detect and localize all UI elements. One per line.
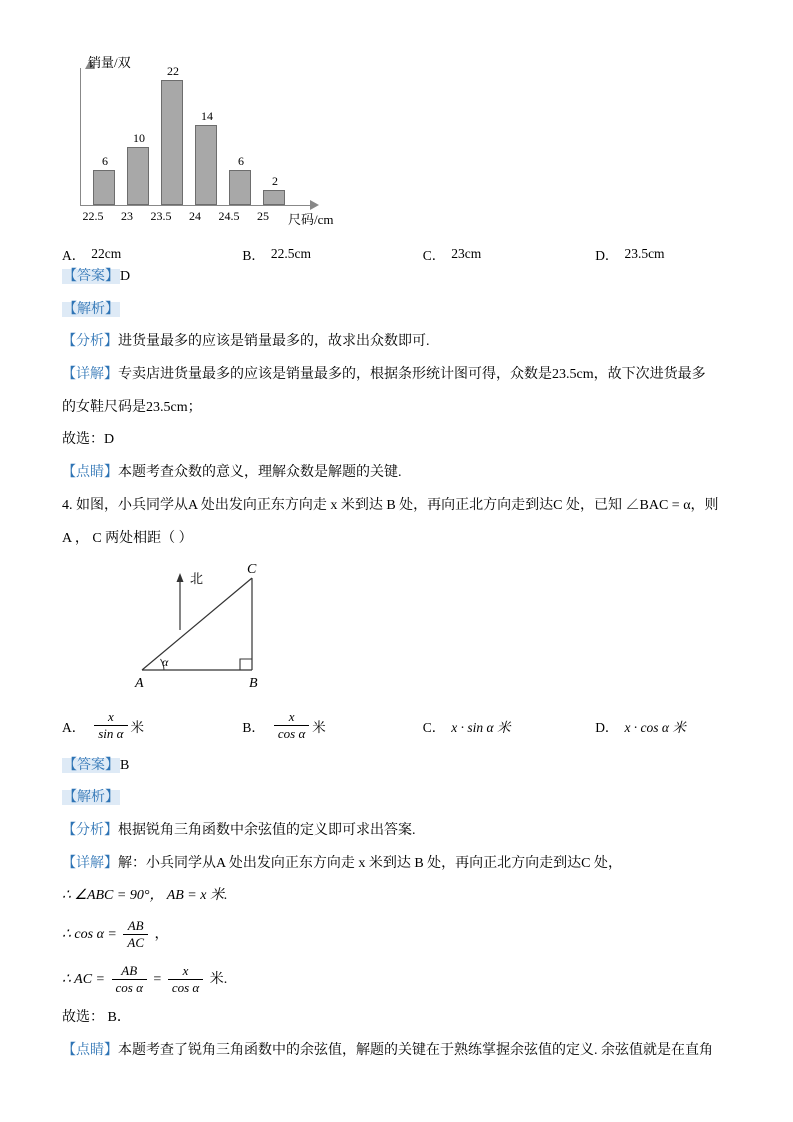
q4-step-3-prefix: ∴ AC = xyxy=(62,971,105,987)
q3-option-d-text: 23.5cm xyxy=(624,246,665,261)
q4-step-3-unit: 米. xyxy=(209,971,228,987)
q4-option-a-numerator: x xyxy=(94,709,127,726)
q3-detail-tag: 【详解】 xyxy=(62,367,118,383)
q3-choose-line xyxy=(62,429,743,451)
q3-analysis-text: 进货量最多的应该是销量最多的，故求出众数即可. xyxy=(118,334,430,350)
q4-step-3-denominator-1: cos α xyxy=(115,979,143,995)
q4-option-d-text: x · cos α 米 xyxy=(624,719,686,735)
q4-step-1-text: ∴ ∠ABC = 90°， AB = x 米. xyxy=(62,888,228,904)
q4-choose-line xyxy=(62,1007,743,1029)
q4-option-b-numerator: x xyxy=(274,709,309,726)
q4-stem-line-2 xyxy=(62,528,743,550)
q4-analysis-tag: 【分析】 xyxy=(62,823,118,839)
q3-option-b-text: 22.5cm xyxy=(270,246,311,261)
bar-value-5: 2 xyxy=(272,174,278,188)
q4-step-2-suffix: ， xyxy=(154,927,169,943)
q3-answer-value: D xyxy=(120,269,131,284)
north-label: 北 xyxy=(190,571,204,587)
q4-stem-text-2: A ， C 两处相距（ ） xyxy=(62,530,193,546)
bar-value-4: 6 xyxy=(238,154,244,168)
q3-option-d-label: D． xyxy=(595,248,619,263)
q4-step-2-denominator: AC xyxy=(127,935,144,951)
bar-3 xyxy=(195,109,217,205)
q3-detail-line-2 xyxy=(62,397,743,419)
q4-step-3-numerator-2: x xyxy=(168,963,203,980)
x-tick-2: 23.5 xyxy=(150,209,172,223)
q4-stem-line-1 xyxy=(62,495,743,517)
q4-step-2-prefix: ∴ cos α = xyxy=(62,927,117,943)
q4-option-b-fraction xyxy=(274,709,309,743)
bar-5 xyxy=(263,174,285,205)
bar-value-2: 22 xyxy=(167,64,179,78)
q4-option-a-label: A． xyxy=(62,719,86,735)
q4-option-b-denominator: cos α xyxy=(277,726,306,742)
x-tick-1: 23 xyxy=(121,209,133,223)
q3-option-c-label: C． xyxy=(422,248,446,263)
bar-2 xyxy=(161,64,183,205)
bar-0 xyxy=(93,154,115,205)
q3-choose-text: 故选：D xyxy=(62,432,115,448)
bar-value-1: 10 xyxy=(133,131,145,145)
q3-detail-line-1 xyxy=(62,364,743,386)
q4-number: 4. xyxy=(62,497,73,513)
angle-label-alpha: α xyxy=(162,655,169,670)
q4-step-2-fraction xyxy=(123,918,148,952)
q3-point-line xyxy=(62,462,743,484)
q3-option-c[interactable] xyxy=(423,244,595,264)
x-axis-label: 尺码/cm xyxy=(288,212,334,227)
q3-option-d[interactable] xyxy=(595,244,743,264)
x-tick-4: 24.5 xyxy=(218,209,240,223)
q4-point-tag: 【点睛】 xyxy=(62,1042,118,1058)
x-tick-3: 24 xyxy=(189,209,201,223)
q4-choose-text: 故选： B． xyxy=(62,1010,131,1026)
q3-point-tag: 【点睛】 xyxy=(62,465,118,481)
x-tick-5: 25 xyxy=(257,209,269,223)
chart-bars xyxy=(81,64,311,205)
q4-step-2-numerator: AB xyxy=(123,918,148,935)
q3-point-text: 本题考查众数的意义，理解众数是解题的关键. xyxy=(118,465,402,481)
triangle-figure xyxy=(62,560,743,695)
q4-step-3-fraction-2 xyxy=(168,963,203,997)
q4-answer-tag: 【答案】 xyxy=(63,757,119,773)
bar-chart xyxy=(62,55,743,238)
vertex-label-c: C xyxy=(247,562,257,578)
q3-option-a-text: 22cm xyxy=(91,246,122,261)
q4-step-3-numerator-1: AB xyxy=(112,963,147,980)
q3-option-b[interactable] xyxy=(242,244,422,264)
bar-value-0: 6 xyxy=(102,154,108,168)
q4-answer-line xyxy=(62,755,743,777)
q3-answer-tag: 【答案】 xyxy=(63,269,119,284)
q4-option-b-unit: 米 xyxy=(312,719,326,735)
q3-option-b-label: B． xyxy=(242,248,265,263)
bar-value-3: 14 xyxy=(201,109,213,123)
q4-step-1 xyxy=(62,885,743,907)
q4-option-d-label: D． xyxy=(595,719,619,735)
q4-detail-text: 解：小兵同学从A 处出发向正东方向走 x 米到达 B 处，再向正北方向走到达C 处， xyxy=(118,855,623,871)
q4-option-a-denominator: sin α xyxy=(98,726,124,742)
vertex-label-b: B xyxy=(249,676,258,691)
q4-options xyxy=(62,709,743,743)
q4-explain-line xyxy=(62,787,743,809)
q4-option-c[interactable] xyxy=(423,709,595,743)
y-axis-label: 销量/双 xyxy=(88,55,131,70)
q3-options xyxy=(62,244,743,264)
q4-stem-text-1: 如图，小兵同学从A 处出发向正东方向走 x 米到达 B 处，再向正北方向走到达C 处，已知 ∠BAC = α，则 xyxy=(76,497,719,513)
q4-detail-line xyxy=(62,853,743,875)
q4-option-b-label: B． xyxy=(242,719,265,735)
bar-1 xyxy=(127,131,149,205)
q4-point-line xyxy=(62,1040,743,1062)
q3-explain-line xyxy=(62,299,743,321)
q3-detail-text-2: 的女鞋尺码是23.5cm； xyxy=(62,399,202,415)
q4-option-c-label: C． xyxy=(422,719,446,735)
q3-answer-line xyxy=(62,266,743,288)
q4-step-3 xyxy=(62,963,743,997)
q3-detail-text-1: 专卖店进货量最多的应该是销量最多的，根据条形统计图可得，众数是23.5cm，故下次进货最多 xyxy=(118,367,706,383)
q4-option-a-unit: 米 xyxy=(130,719,144,735)
q3-explain-tag: 【解析】 xyxy=(63,301,119,317)
q4-option-a-fraction xyxy=(94,709,127,743)
vertex-label-a: A xyxy=(135,676,144,691)
q4-option-a[interactable] xyxy=(62,709,242,743)
q4-explain-tag: 【解析】 xyxy=(63,790,119,806)
q3-analysis-line xyxy=(62,331,743,353)
q4-analysis-text: 根据锐角三角函数中余弦值的定义即可求出答案. xyxy=(118,823,416,839)
x-tick-0: 22.5 xyxy=(82,209,104,223)
q4-step-3-fraction-1 xyxy=(112,963,147,997)
q4-point-text: 本题考查了锐角三角函数中的余弦值，解题的关键在于熟练掌握余弦值的定义. 余弦值就是在直角 xyxy=(118,1042,713,1058)
q4-option-d[interactable] xyxy=(595,709,743,743)
q3-option-a-label: A． xyxy=(62,248,86,263)
q4-option-c-text: x · sin α 米 xyxy=(451,719,511,735)
q4-analysis-line xyxy=(62,820,743,842)
q3-option-a[interactable] xyxy=(62,244,242,264)
chart-plot-area xyxy=(70,55,370,228)
x-axis xyxy=(80,205,310,206)
q4-step-2 xyxy=(62,918,743,952)
q4-step-3-equals: = xyxy=(153,971,162,987)
triangle-diagram xyxy=(102,560,362,690)
q4-option-b[interactable] xyxy=(242,709,422,743)
q4-step-3-denominator-2: cos α xyxy=(171,979,200,995)
bar-4 xyxy=(229,154,251,205)
q3-analysis-tag: 【分析】 xyxy=(62,334,118,350)
q4-answer-value: B xyxy=(120,757,130,773)
q4-detail-tag: 【详解】 xyxy=(62,855,118,871)
q3-option-c-text: 23cm xyxy=(451,246,482,261)
